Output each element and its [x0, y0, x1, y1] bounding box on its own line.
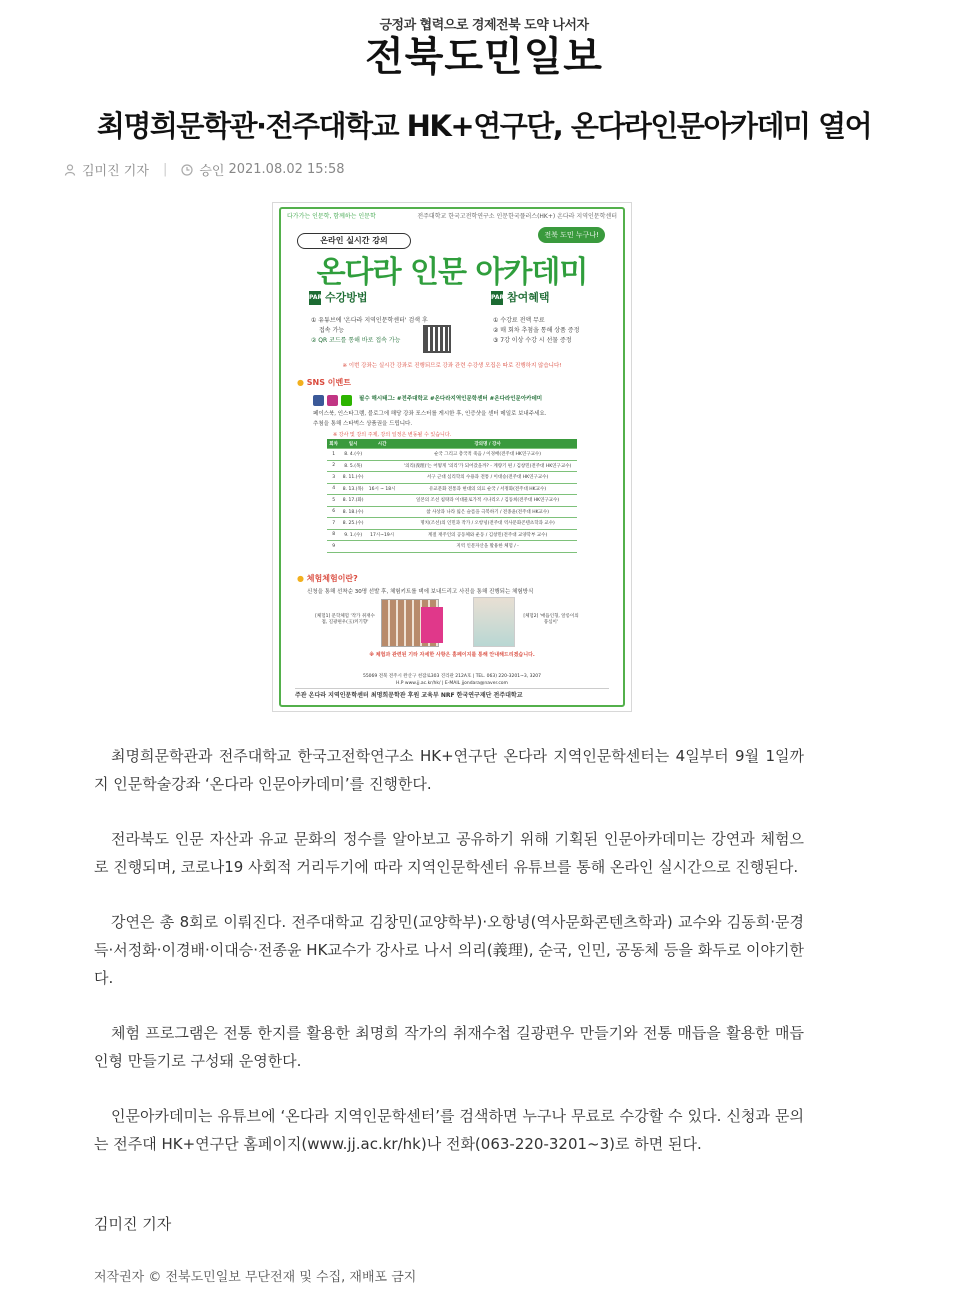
table-header: 회차 [327, 439, 340, 449]
table-cell: '의리(義理)'는 어떻게 '의리'가 되어갔을까? - 계량기 편 / 김창민(전주대 HK연구교수) [398, 460, 577, 472]
article-meta [64, 160, 344, 179]
table-cell: 순국 그리고 총국적 죽음 / 이경배(전주대 HK연구교수) [398, 449, 577, 461]
poster-tag: 전북 도민 누구나! [538, 227, 605, 243]
table-cell: 계절 재주인의 공동체와 운동 / 김창민(전주대 교양학부 교수) [398, 529, 577, 541]
poster-title: 온다라 인문 아카데미 [316, 255, 588, 290]
poster-top-right: 전주대학교 한국고전학연구소 인문한국플러스(HK+) 온다라 지역인문학센터 [417, 213, 617, 220]
poster-top-left: 다가가는 인문학, 함께하는 인문학 [287, 213, 376, 220]
masthead [0, 14, 968, 79]
poster-exp-title [297, 573, 358, 584]
poster-part2-num: PART 02 [491, 291, 503, 305]
table-cell: 유교문화 전통과 현대의 의료 순국 / 서정화(전주대 HK교수) [398, 483, 577, 495]
table-cell: 8. 25.(수) [340, 518, 366, 530]
table-cell [366, 472, 398, 484]
table-cell [366, 460, 398, 472]
poster-part2-heading [491, 289, 550, 315]
poster-exp1: [체험1] 문학체험 '작가 취재수첩, 길광편우(玉)커기향' [315, 614, 375, 625]
table-header: 강의명 / 강사 [398, 439, 577, 449]
poster-sns-line: 페이스북, 인스타그램, 블로그에 해당 강좌 포스터를 게시한 후, 인증샷을 센터 메일로 보내주세요. [313, 411, 547, 417]
table-cell: 17시~19시 [366, 529, 398, 541]
table-cell: 8. 5.(목) [340, 460, 366, 472]
table-cell [366, 449, 398, 461]
poster-badge: 온라인 실시간 강의 [297, 233, 411, 249]
table-row [327, 472, 577, 484]
poster-part2-line: ② 매 회차 추첨을 통해 상품 증정 [493, 327, 580, 334]
lightbulb-icon: ● [297, 378, 304, 387]
table-cell: 6 [327, 506, 340, 518]
table-cell: 8. 18.(수) [340, 506, 366, 518]
instagram-icon [327, 395, 338, 406]
article-paragraph: 전라북도 인문 자산과 유교 문화의 정수를 알아보고 공유하기 위해 기획된 인문아카데미는 강연과 체험으로 진행되며, 코로나19 사회적 거리두기에 따라 지역인문학센터 유튜브를 통해 온라인 실시간으로 진행된다. [94, 830, 804, 876]
table-cell [366, 541, 398, 553]
poster-note-3: ※ 체험과 관련된 기타 자세한 사항은 홈페이지를 통해 안내해드리겠습니다. [369, 652, 535, 658]
poster-part1-heading [309, 289, 368, 315]
clock-icon [181, 164, 193, 176]
article-body [94, 742, 804, 1185]
article-paragraph: 최명희문학관과 전주대학교 한국고전학연구소 HK+연구단 온다라 지역인문학센터는 4일부터 9월 1일까지 인문학술강좌 ‘온다라 인문아카데미’를 진행한다. [94, 747, 804, 793]
table-cell: 서구 근대 심리학의 수용과 전통 / 이대승(전주대 HK연구교수) [398, 472, 577, 484]
poster-schedule-table [327, 439, 577, 553]
table-cell: 8. 13.(목) [340, 483, 366, 495]
table-row [327, 541, 577, 553]
poster-note-2: ※ 강사 및 강의 주제, 강의 일정은 변동될 수 있습니다. [333, 432, 452, 438]
poster-part1-num: PART 01 [309, 291, 321, 305]
table-cell [366, 506, 398, 518]
table-header: 시간 [366, 439, 398, 449]
table-cell [340, 541, 366, 553]
table-cell: 일본의 조선 침략과 이대물로가적 시나리오 / 김동희(전주대 HK연구교수) [398, 495, 577, 507]
knot-doll-image [473, 597, 515, 647]
article-paragraph: 체험 프로그램은 전통 한지를 활용한 최명희 작가의 취재수첩 길광편우 만들기와 전통 매듭을 활용한 매듭 인형 만들기로 구성돼 운영한다. [94, 1024, 804, 1070]
table-cell: 7 [327, 518, 340, 530]
table-header: 일시 [340, 439, 366, 449]
table-cell: 지역 인문자산을 활용한 체험 / - [398, 541, 577, 553]
table-cell: 8. 4.(수) [340, 449, 366, 461]
article-paragraph: 강연은 총 8회로 이뤄진다. 전주대학교 김창민(교양학부)·오항녕(역사문화콘텐츠학과) 교수와 김동희·문경득·서정화·이경배·이대승·전종윤 HK교수가 강사로 나서 의리(義理), 순국, 인민, 공동체 등을 화두로 이야기한다. [94, 913, 804, 987]
poster-exp-label: 체험체험이란? [306, 574, 358, 583]
approved-label: 승인 [199, 164, 225, 179]
table-cell: 2 [327, 460, 340, 472]
qr-code-icon [423, 325, 451, 353]
table-row [327, 495, 577, 507]
poster-sns-label: SNS 이벤트 [306, 378, 351, 387]
table-row [327, 449, 577, 461]
table-row [327, 518, 577, 530]
table-cell: 8. 11.(수) [340, 472, 366, 484]
table-cell: 명치(조선)의 인민과 작가 / 오항녕(전주대 역사문화콘텐츠학과 교수) [398, 518, 577, 530]
poster-part2-title: 참여혜택 [507, 291, 550, 304]
poster-contact: 55069 전북 전주시 완산구 천잠로303 진리관 212A호 | TEL. 063) 220-3201~3, 3207 [362, 674, 542, 679]
table-cell: 9. 1.(수) [340, 529, 366, 541]
poster-sns-line: 추첨을 통해 스타벅스 상품권을 드립니다. [313, 421, 413, 427]
article-byline: 김미진 기자 [94, 1215, 172, 1233]
table-cell: 참 사상과 나라 잃은 슬픔을 극복하기 / 전종윤(전주대 HK교수) [398, 506, 577, 518]
table-cell: 3 [327, 472, 340, 484]
poster-exp2: [체험2] '매듭인형, 알롱이의 풍심이' [523, 614, 579, 625]
poster-part1-line: 접속 가능 [319, 327, 345, 334]
table-cell: 4 [327, 483, 340, 495]
table-row [327, 460, 577, 472]
table-cell [366, 518, 398, 530]
table-cell: 16시 ~ 18시 [366, 483, 398, 495]
poster-exp-line: 신청을 통해 선착순 30명 선발 후, 체험키트를 댁에 보내드리고 사진을 통해 진행되는 체험방식 [307, 589, 534, 595]
person-icon [64, 164, 76, 176]
masthead-slogan: 긍정과 협력으로 경제전북 도약 나서자 [379, 18, 589, 33]
poster-sns-title [297, 377, 351, 388]
article-poster-image[interactable] [272, 202, 632, 712]
poster-part2-line: ① 수강료 전액 무료 [493, 317, 545, 324]
author-name[interactable]: 김미진 기자 [82, 164, 149, 179]
table-cell [366, 495, 398, 507]
article-headline: 최명희문학관·전주대학교 HK+연구단, 온다라인문아카데미 열어 [96, 109, 872, 143]
table-cell: 8. 17.(화) [340, 495, 366, 507]
poster-part2-line: ③ 7강 이상 수강 시 선물 증정 [493, 337, 572, 344]
newspaper-logo[interactable]: 전북도민일보 [365, 33, 603, 80]
table-row [327, 529, 577, 541]
copyright-notice: 저작권자 © 전북도민일보 무단전재 및 수집, 재배포 금지 [94, 1270, 417, 1285]
poster-part1-line: ① 유튜브에 '온다라 지역인문학센터' 검색 후 [311, 317, 428, 324]
table-row [327, 506, 577, 518]
table-row [327, 483, 577, 495]
poster-part1-title: 수강방법 [325, 291, 368, 304]
poster-footer: 주관 온다라 지역인문학센터 최명희문학관 후원 교육부 NRF 한국연구재단 전주대학교 [295, 688, 609, 703]
table-header-row [327, 439, 577, 449]
pink-notebook-image [421, 607, 443, 643]
table-cell: 8 [327, 529, 340, 541]
table-cell: 9 [327, 541, 340, 553]
sns-icons [313, 391, 355, 410]
facebook-icon [313, 395, 324, 406]
meta-divider: | [162, 162, 168, 177]
poster-note-1: ※ 이번 강좌는 실시간 강좌로 진행되므로 강좌 관련 수강생 모집은 따로 진행하지 않습니다! [342, 363, 562, 369]
lightbulb-icon: ● [297, 574, 304, 583]
article-paragraph: 인문아카데미는 유튜브에 ‘온다라 지역인문학센터’를 검색하면 누구나 무료로 수강할 수 있다. 신청과 문의는 전주대 HK+연구단 홈페이지(www.jj.ac.kr/hk)나 전화(063-220-3201~3)로 하면 된다. [94, 1107, 804, 1153]
table-cell: 5 [327, 495, 340, 507]
poster-part1-line: ② QR 코드를 통해 바로 접속 가능 [311, 337, 401, 344]
approved-time: 2021.08.02 15:58 [228, 162, 345, 177]
poster-contact: H.P www.jj.ac.kr/hk/ | E-MAIL jjondara@naver.com [396, 681, 508, 686]
poster-sns-hashtag: 필수 해시태그: #전주대학교 #온다라지역인문학센터 #온다라인문아카데미 [359, 396, 543, 402]
table-cell: 1 [327, 449, 340, 461]
blog-icon [341, 395, 352, 406]
